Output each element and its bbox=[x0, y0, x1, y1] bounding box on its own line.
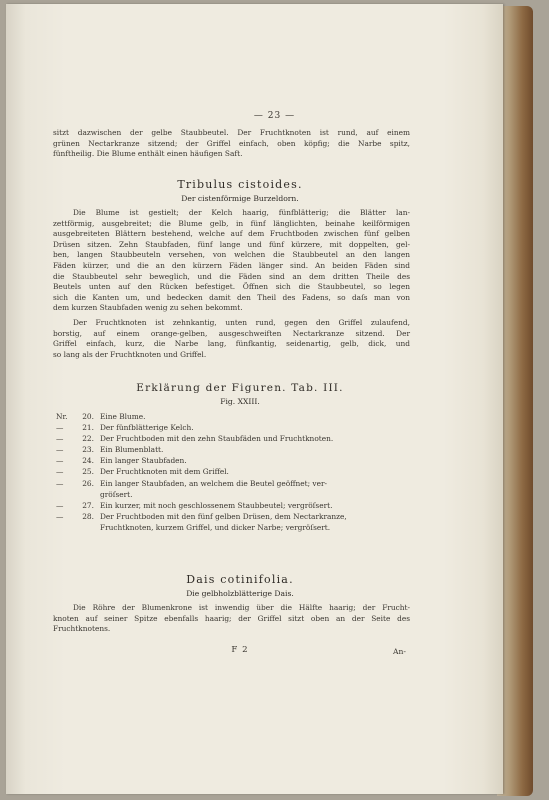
text-line: borstig, auf einem orange-gelben, ausgeschweiften Nectarkranze sitzend. Der bbox=[53, 328, 410, 338]
figure-description-line: Der Fruchtboden mit den fünf gelben Drüsen, dem Nectarkranze, bbox=[100, 511, 347, 521]
text-line: ben, langen Staubbeuteln versehen, von welchen die Staubbeutel an den langen bbox=[53, 250, 410, 260]
figure-number: 24. bbox=[82, 456, 94, 466]
figure-item bbox=[56, 478, 416, 500]
section-title-dais: Dais cotinifolia. bbox=[186, 573, 294, 586]
text-line: so lang als der Fruchtknoten und Griffel. bbox=[53, 349, 207, 359]
text-line: ausgebreiteten Blättern bestehend, welche auf dem Fruchtboden zwischen fünf gelben bbox=[53, 229, 410, 239]
figures-title: Erklärung der Figuren. Tab. III. bbox=[136, 382, 344, 394]
figure-number: 23. bbox=[82, 445, 94, 455]
figure-item bbox=[56, 466, 416, 477]
paragraph-tribulus-1 bbox=[53, 208, 410, 314]
figure-item bbox=[56, 433, 416, 444]
figure-number: 22. bbox=[82, 434, 94, 444]
text-line: Griffel einfach, kurz, die Narbe lang, fünfkantig, seidenartig, gelb, dick, und bbox=[53, 339, 410, 349]
figure-number: 20. bbox=[82, 412, 94, 421]
figure-number: 26. bbox=[82, 478, 94, 488]
figure-prefix: Nr. bbox=[56, 412, 68, 421]
text-line: Fruchtknotens. bbox=[53, 624, 111, 634]
intro-paragraph bbox=[53, 128, 410, 160]
figure-description: Der Fruchtknoten mit dem Griffel. bbox=[100, 467, 229, 477]
figure-description-line: gröſsert. bbox=[100, 489, 133, 499]
figure-prefix: — bbox=[56, 467, 64, 477]
figure-description: Ein kurzer, mit noch geschlossenem Staubbeutel; vergröſsert. bbox=[100, 500, 333, 510]
figure-prefix: — bbox=[56, 423, 64, 433]
figures-subtitle: Fig. XXIII. bbox=[220, 397, 260, 406]
figure-number: 21. bbox=[82, 423, 94, 433]
section-subtitle-tribulus: Der cistenförmige Burzeldorn. bbox=[181, 194, 299, 203]
catchword: An- bbox=[393, 647, 406, 656]
figure-item bbox=[56, 511, 416, 533]
figure-description: Ein langer Staubfaden. bbox=[100, 456, 187, 466]
figure-prefix: — bbox=[56, 511, 64, 521]
figure-prefix: — bbox=[56, 456, 64, 466]
text-line: Drüsen sitzen. Zehn Staubfaden, fünf lange und fünf kürzere, mit doppelten, gel- bbox=[53, 239, 410, 249]
signature-mark: F 2 bbox=[231, 645, 249, 655]
text-line: Der Fruchtknoten ist zehnkantig, unten rund, gegen den Griffel zulaufend, bbox=[73, 318, 410, 327]
figure-description bbox=[100, 511, 416, 533]
text-line: zettförmig, ausgebreitet; die Blume gelb, in fünf länglichten, beinahe keilförmigen bbox=[53, 218, 410, 228]
figure-description-line: Fruchtknoten, kurzem Griffel, und dicker Narbe; vergröſsert. bbox=[100, 522, 331, 532]
figure-item bbox=[56, 500, 416, 511]
figure-description: Ein Blumenblatt. bbox=[100, 445, 164, 455]
figure-description-line: Ein langer Staubfaden, an welchem die Beutel geöffnet; ver- bbox=[100, 478, 327, 488]
text-line: Fäden kürzer, und die an den kürzern Fäden länger sind. An beiden Fäden sind bbox=[53, 260, 410, 270]
figure-description bbox=[100, 478, 416, 500]
figure-number: 28. bbox=[82, 511, 94, 521]
figure-number: 25. bbox=[82, 467, 94, 477]
figure-description: Eine Blume. bbox=[100, 412, 146, 421]
figure-list bbox=[56, 411, 416, 533]
figure-prefix: — bbox=[56, 478, 64, 488]
paragraph-tribulus-2 bbox=[53, 318, 410, 360]
figure-prefix: — bbox=[56, 500, 64, 510]
text-line: Die Blume ist gestielt; der Kelch haarig, fünfblätterig; die Blätter lan- bbox=[73, 208, 410, 217]
text-line: sich die Kanten um, und bedecken damit den Theil des Fadens, so daſs man von bbox=[53, 292, 410, 302]
figure-number: 27. bbox=[82, 500, 94, 510]
text-line: grünen Nectarkranze sitzend; der Griffel einfach, oben köpfig; die Narbe spitz, bbox=[53, 138, 410, 148]
section-subtitle-dais: Die gelbholzblätterige Dais. bbox=[186, 589, 294, 598]
figure-item bbox=[56, 455, 416, 466]
paragraph-dais bbox=[53, 603, 410, 635]
text-line: Die Röhre der Blumenkrone ist inwendig über die Hälfte haarig; der Frucht- bbox=[73, 603, 410, 612]
figure-item bbox=[56, 444, 416, 455]
page-number: — 23 — bbox=[253, 111, 296, 121]
text-line: dem kurzen Staubfaden wenig zu sehen bekommt. bbox=[53, 303, 243, 313]
figure-description: Der Fruchtboden mit den zehn Staubfäden und Fruchtknoten. bbox=[100, 434, 334, 444]
section-title-tribulus: Tribulus cistoides. bbox=[177, 178, 303, 191]
text-line: sitzt dazwischen der gelbe Staubbeutel. Der Fruchtknoten ist rund, auf einem bbox=[53, 128, 410, 137]
text-line: Beutels unten auf den Rücken befestiget. Öffnen sich die Staubbeutel, so legen bbox=[53, 282, 410, 292]
figure-prefix: — bbox=[56, 445, 64, 455]
figure-description: Der fünfblätterige Kelch. bbox=[100, 423, 194, 433]
text-line: fünftheilig. Die Blume enthält einen häufigen Saft. bbox=[53, 149, 243, 159]
figure-prefix: — bbox=[56, 434, 64, 444]
text-line: die Staubbeutel sehr beweglich, und die Fäden sind an dem dritten Theile des bbox=[53, 271, 410, 281]
text-line: knoten auf seiner Spitze ebenfalls haarig; der Griffel sitzt oben an der Seite des bbox=[53, 613, 410, 623]
figure-item bbox=[56, 411, 416, 422]
figure-item bbox=[56, 422, 416, 433]
